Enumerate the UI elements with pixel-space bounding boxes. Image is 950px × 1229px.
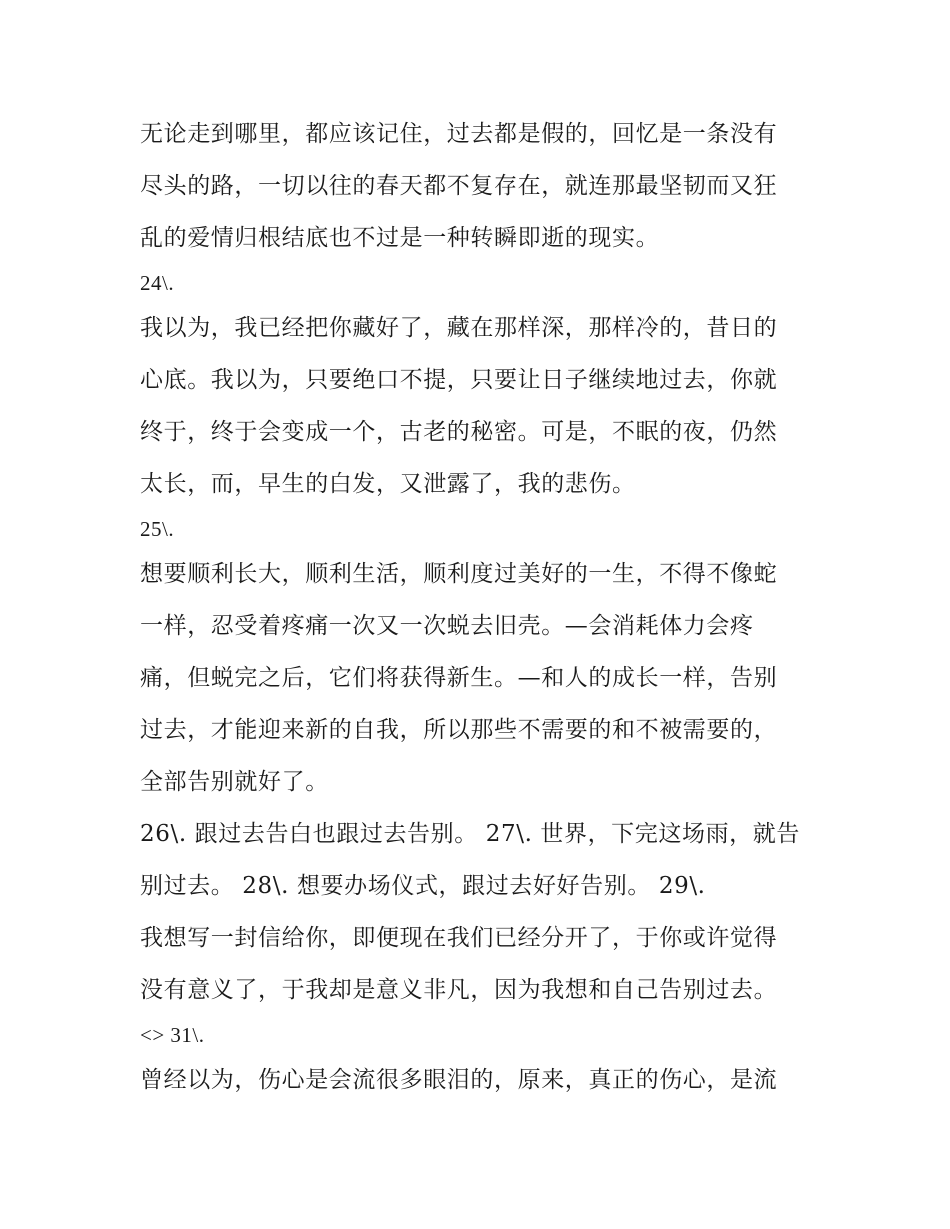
item-number-24: 24\. xyxy=(140,271,175,295)
item-number-31: <> 31\. xyxy=(140,1023,205,1047)
text-line: 终于，终于会变成一个，古老的秘密。可是，不眠的夜，仍然 xyxy=(140,419,778,445)
text-line: 一样，忍受着疼痛一次又一次蜕去旧壳。—会消耗体力会疼 xyxy=(140,613,754,639)
paragraph-letter xyxy=(140,912,812,1016)
text-line: 乱的爱情归根结底也不过是一种转瞬即逝的现实。 xyxy=(140,225,660,251)
text-line: 我想写一封信给你，即便现在我们已经分开了，于你或许觉得 xyxy=(140,925,778,951)
text-line: 尽头的路，一切以往的春天都不复存在，就连那最坚韧而又狂 xyxy=(140,173,778,199)
paragraph-sadness xyxy=(140,1054,812,1106)
paragraph-farewell-items xyxy=(140,808,812,912)
paragraph-memory xyxy=(140,108,812,264)
text-line: 想要顺利长大，顺利生活，顺利度过美好的一生，不得不像蛇 xyxy=(140,561,778,587)
document-page xyxy=(140,108,812,1106)
text-line: 过去，才能迎来新的自我，所以那些不需要的和不被需要的， xyxy=(140,717,778,743)
text-line: 心底。我以为，只要绝口不提，只要让日子继续地过去，你就 xyxy=(140,367,778,393)
text-line: 我以为，我已经把你藏好了，藏在那样深，那样冷的，昔日的 xyxy=(140,315,778,341)
item-number-25: 25\. xyxy=(140,517,175,541)
paragraph-growth xyxy=(140,548,812,808)
paragraph-secret xyxy=(140,302,812,510)
text-line: 太长，而，早生的白发，又泄露了，我的悲伤。 xyxy=(140,471,636,497)
text-line: 无论走到哪里，都应该记住，过去都是假的，回忆是一条没有 xyxy=(140,121,778,147)
text-line: 痛，但蜕完之后，它们将获得新生。—和人的成长一样，告别 xyxy=(140,665,778,691)
text-line: 别过去。 28\. 想要办场仪式，跟过去好好告别。 29\. xyxy=(140,873,706,899)
text-line: 没有意义了，于我却是意义非凡，因为我想和自己告别过去。 xyxy=(140,977,778,1003)
text-line: 全部告别就好了。 xyxy=(140,769,329,795)
text-line: 曾经以为，伤心是会流很多眼泪的，原来，真正的伤心，是流 xyxy=(140,1067,778,1093)
text-line: 26\. 跟过去告白也跟过去告别。 27\. 世界，下完这场雨，就告 xyxy=(140,821,800,847)
